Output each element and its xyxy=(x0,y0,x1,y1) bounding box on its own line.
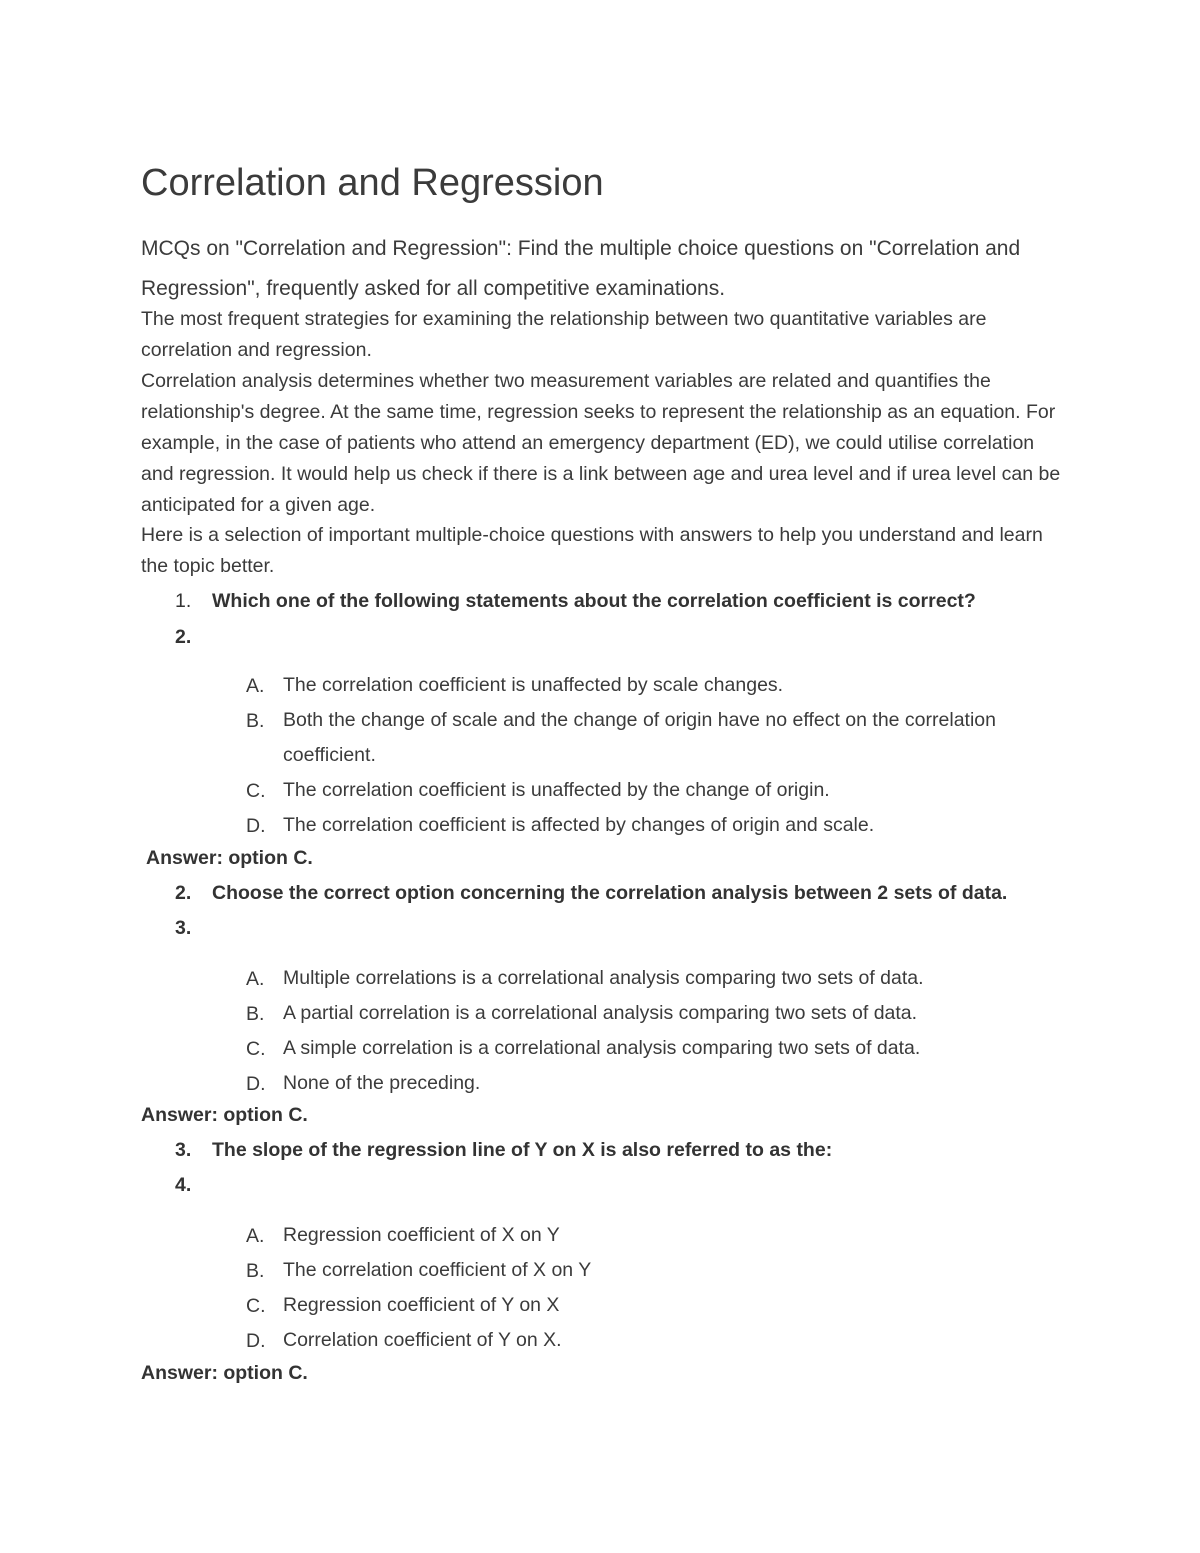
question-1-option-a-letter: A. xyxy=(246,675,265,697)
question-3-option-c: Regression coefficient of Y on X xyxy=(283,1294,560,1316)
question-2-option-b: A partial correlation is a correlational analysis comparing two sets of data. xyxy=(283,1002,918,1024)
question-2-option-b-letter: B. xyxy=(246,1003,265,1025)
question-3-option-a-letter: A. xyxy=(246,1225,265,1247)
question-3-text: The slope of the regression line of Y on X is also referred to as the: xyxy=(212,1139,833,1161)
question-3-option-d: Correlation coefficient of Y on X. xyxy=(283,1329,562,1351)
question-2-answer: Answer: option C. xyxy=(141,1104,308,1126)
question-1-option-d: The correlation coefficient is affected by changes of origin and scale. xyxy=(283,814,875,836)
question-3-extra-number: 4. xyxy=(175,1174,192,1196)
question-1-answer: Answer: option C. xyxy=(146,847,313,869)
question-1-option-d-letter: D. xyxy=(246,815,266,837)
question-3-number: 3. xyxy=(175,1139,192,1161)
question-2-option-d-letter: D. xyxy=(246,1073,266,1095)
page-title: Correlation and Regression xyxy=(141,162,604,204)
question-1-option-a: The correlation coefficient is unaffected by scale changes. xyxy=(283,674,784,696)
question-1-option-c: The correlation coefficient is unaffected by the change of origin. xyxy=(283,779,830,801)
question-2-text: Choose the correct option concerning the correlation analysis between 2 sets of data. xyxy=(212,882,1008,904)
question-2-number: 2. xyxy=(175,882,192,904)
question-2-extra-number: 3. xyxy=(175,917,192,939)
subtitle: MCQs on "Correlation and Regression": Find the multiple choice questions on "Correlation and Regression", frequently asked for all competitive examinations. xyxy=(141,237,1021,300)
question-3-option-b-letter: B. xyxy=(246,1260,265,1282)
question-1-option-c-letter: C. xyxy=(246,780,266,802)
question-2-option-a: Multiple correlations is a correlational analysis comparing two sets of data. xyxy=(283,967,924,989)
question-2-option-d: None of the preceding. xyxy=(283,1072,481,1094)
question-2-option-c: A simple correlation is a correlational analysis comparing two sets of data. xyxy=(283,1037,921,1059)
question-3-option-b: The correlation coefficient of X on Y xyxy=(283,1259,592,1281)
intro-paragraph-1: The most frequent strategies for examining the relationship between two quantitative variables are correlation and regression. xyxy=(141,308,987,361)
intro-paragraph-2: Correlation analysis determines whether two measurement variables are related and quantifies the relationship's degree. At the same time, regression seeks to represent the relationship as an equation. For example, in the case of patients who attend an emergency department (ED), we could utilise correlation and regression. It would help us check if there is a link between age and urea level and if urea level can be anticipated for a given age. xyxy=(141,370,1061,516)
question-1-extra-number: 2. xyxy=(175,626,192,648)
question-3-option-a: Regression coefficient of X on Y xyxy=(283,1224,560,1246)
question-2-option-a-letter: A. xyxy=(246,968,265,990)
question-3-option-d-letter: D. xyxy=(246,1330,266,1352)
question-1-option-b: Both the change of scale and the change of origin have no effect on the correlation coefficient. xyxy=(283,709,996,766)
question-1-option-b-letter: B. xyxy=(246,710,265,732)
question-3-answer: Answer: option C. xyxy=(141,1362,308,1384)
question-1-text: Which one of the following statements about the correlation coefficient is correct? xyxy=(212,590,976,612)
question-2-option-c-letter: C. xyxy=(246,1038,266,1060)
question-3-option-c-letter: C. xyxy=(246,1295,266,1317)
question-1-number: 1. xyxy=(175,590,192,612)
intro-paragraph-3: Here is a selection of important multiple-choice questions with answers to help you understand and learn the topic better. xyxy=(141,524,1043,577)
